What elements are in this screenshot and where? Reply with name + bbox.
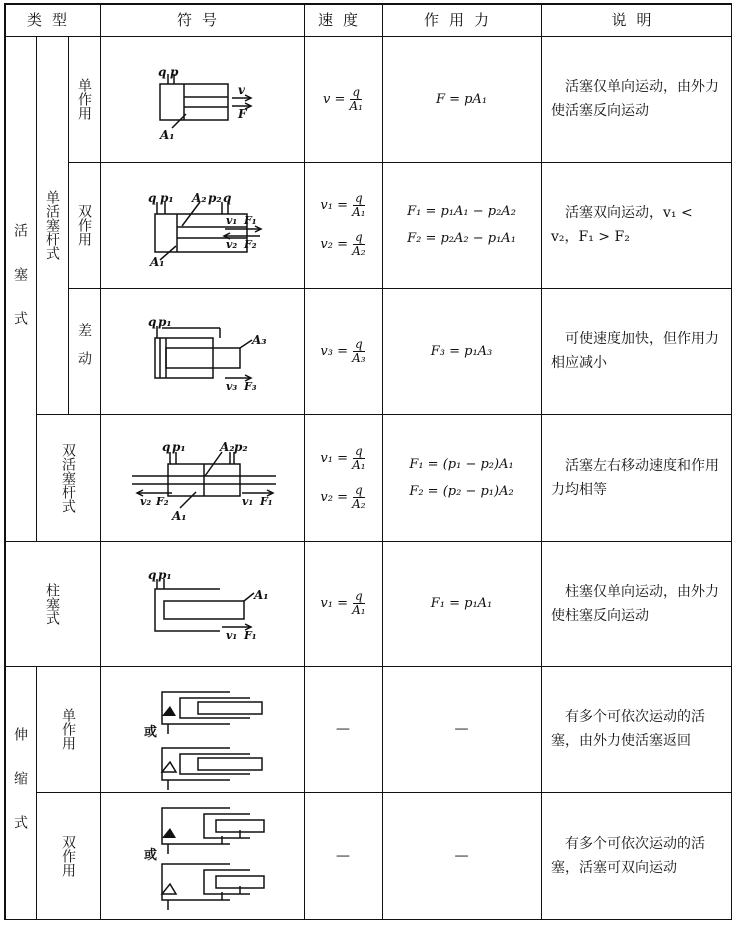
group-telescopic: 伸缩式 xyxy=(12,726,28,859)
svg-text:v₃: v₃ xyxy=(226,380,238,393)
svg-text:q: q xyxy=(158,65,167,79)
svg-text:F: F xyxy=(238,107,247,121)
svg-text:v₁: v₁ xyxy=(226,629,238,642)
symbol-single-acting xyxy=(100,36,304,162)
svg-text:或: 或 xyxy=(144,725,158,740)
label-differential: 差动 xyxy=(76,323,92,379)
svg-text:q: q xyxy=(223,191,232,205)
label-double-acting: 双作用 xyxy=(76,204,92,246)
header-symbol: 符号 xyxy=(176,11,227,29)
svg-text:p₁: p₁ xyxy=(158,568,172,582)
force-plunger: F₁ = p₁A₁ xyxy=(430,596,493,611)
svg-text:p₁: p₁ xyxy=(160,191,174,205)
symbol-differential xyxy=(100,288,304,414)
svg-text:v: v xyxy=(238,83,245,97)
svg-text:v₂: v₂ xyxy=(140,495,152,508)
svg-text:F₂: F₂ xyxy=(244,238,257,251)
svg-text:A₂: A₂ xyxy=(192,191,207,205)
svg-text:F₂: F₂ xyxy=(156,495,169,508)
svg-text:p₁: p₁ xyxy=(172,440,186,454)
cylinder-symbol-differential xyxy=(100,288,304,414)
speed-double-rod: v₁ = $\frac{q}{\text{A₁}}$ v₂ = $\frac{q}{\text{A₂}}$ xyxy=(320,443,366,511)
cylinder-symbol-double-acting xyxy=(100,162,304,288)
symbol-plunger xyxy=(100,541,304,666)
svg-text:A₁: A₁ xyxy=(172,509,187,523)
telescopic-symbol-single xyxy=(100,666,304,792)
svg-text:或: 或 xyxy=(144,848,158,863)
telescopic-symbol-double xyxy=(100,792,304,919)
group-single-rod: 单活塞杆式 xyxy=(44,190,60,260)
force-single-acting: F = pA₁ xyxy=(435,91,488,107)
note-double-acting: 活塞双向运动，v₁ < v₂，F₁ > F₂ xyxy=(551,205,693,245)
cylinder-types-table xyxy=(4,3,732,920)
svg-text:q: q xyxy=(148,191,157,205)
symbol-double-rod xyxy=(100,414,304,541)
header-speed: 速度 xyxy=(317,11,368,29)
group-double-rod: 双活塞杆式 xyxy=(60,442,76,513)
svg-text:q: q xyxy=(148,568,157,582)
svg-text:F₁: F₁ xyxy=(260,495,273,508)
svg-text:p₁: p₁ xyxy=(158,315,172,329)
svg-text:F₁: F₁ xyxy=(244,214,257,227)
speed-tele-single: — xyxy=(336,721,350,737)
svg-text:v₁: v₁ xyxy=(226,214,238,227)
note-tele-single: 有多个可依次运动的活塞，由外力使活塞返回 xyxy=(551,709,705,749)
force-differential: F₃ = p₁A₃ xyxy=(430,343,493,359)
svg-text:p₂: p₂ xyxy=(234,440,248,454)
symbol-tele-double xyxy=(100,792,304,919)
group-piston: 活塞式 xyxy=(12,222,28,355)
svg-text:A₁: A₁ xyxy=(254,588,269,602)
force-tele-single: — xyxy=(454,721,469,737)
force-double-rod: F₁ = (p₁ − p₂)A₁ F₂ = (p₂ − p₁)A₂ xyxy=(409,456,514,499)
speed-plunger: v₁ = $\frac{q}{\text{A₁}}$ xyxy=(320,589,366,617)
symbol-double-acting xyxy=(100,162,304,288)
speed-tele-double: — xyxy=(336,847,350,864)
note-differential: 可使速度加快，但作用力相应减小 xyxy=(551,331,719,371)
note-single-acting: 活塞仅单向运动，由外力使活塞反向运动 xyxy=(551,79,719,119)
svg-text:A₁: A₁ xyxy=(160,128,175,142)
label-tele-single: 单作用 xyxy=(60,708,76,750)
speed-differential: v₃ = $\frac{q}{\text{A₃}}$ xyxy=(320,336,366,365)
label-tele-double: 双作用 xyxy=(60,834,76,877)
force-double-acting: F₁ = p₁A₁ − p₂A₂ F₂ = p₂A₂ − p₁A₁ xyxy=(407,204,516,246)
svg-text:F₃: F₃ xyxy=(244,380,257,393)
svg-text:q: q xyxy=(148,315,157,329)
svg-text:v₂: v₂ xyxy=(226,238,238,251)
note-double-rod: 活塞左右移动速度和作用力均相等 xyxy=(551,457,719,498)
group-plunger: 柱塞式 xyxy=(44,582,60,625)
cylinder-symbol-double-rod xyxy=(100,414,304,541)
header-force: 作用力 xyxy=(423,11,499,29)
svg-text:p: p xyxy=(170,65,179,79)
note-tele-double: 有多个可依次运动的活塞，活塞可双向运动 xyxy=(551,835,705,876)
force-tele-double: — xyxy=(454,847,469,864)
svg-text:A₁: A₁ xyxy=(150,255,165,269)
symbol-tele-single xyxy=(100,666,304,792)
cylinder-symbol-single-acting xyxy=(100,36,304,162)
svg-text:p₂: p₂ xyxy=(208,191,222,205)
speed-double-acting: v₁ = $\frac{q}{\text{A₁}}$ v₂ = $\frac{q}{\text{A₂}}$ xyxy=(320,191,366,258)
header-type: 类型 xyxy=(26,11,77,29)
svg-text:A₃: A₃ xyxy=(252,333,267,347)
cylinder-symbol-plunger xyxy=(100,541,304,666)
svg-text:A₂: A₂ xyxy=(220,440,235,454)
svg-text:v₁: v₁ xyxy=(242,495,254,508)
note-plunger: 柱塞仅单向运动，由外力使柱塞反向运动 xyxy=(551,583,719,624)
svg-text:F₁: F₁ xyxy=(244,629,257,642)
speed-single-acting: v = $\frac{q}{\text{A₁}}$ xyxy=(323,84,363,113)
svg-text:q: q xyxy=(162,440,171,454)
header-note: 说明 xyxy=(611,11,662,29)
label-single-acting: 单作用 xyxy=(76,78,92,120)
